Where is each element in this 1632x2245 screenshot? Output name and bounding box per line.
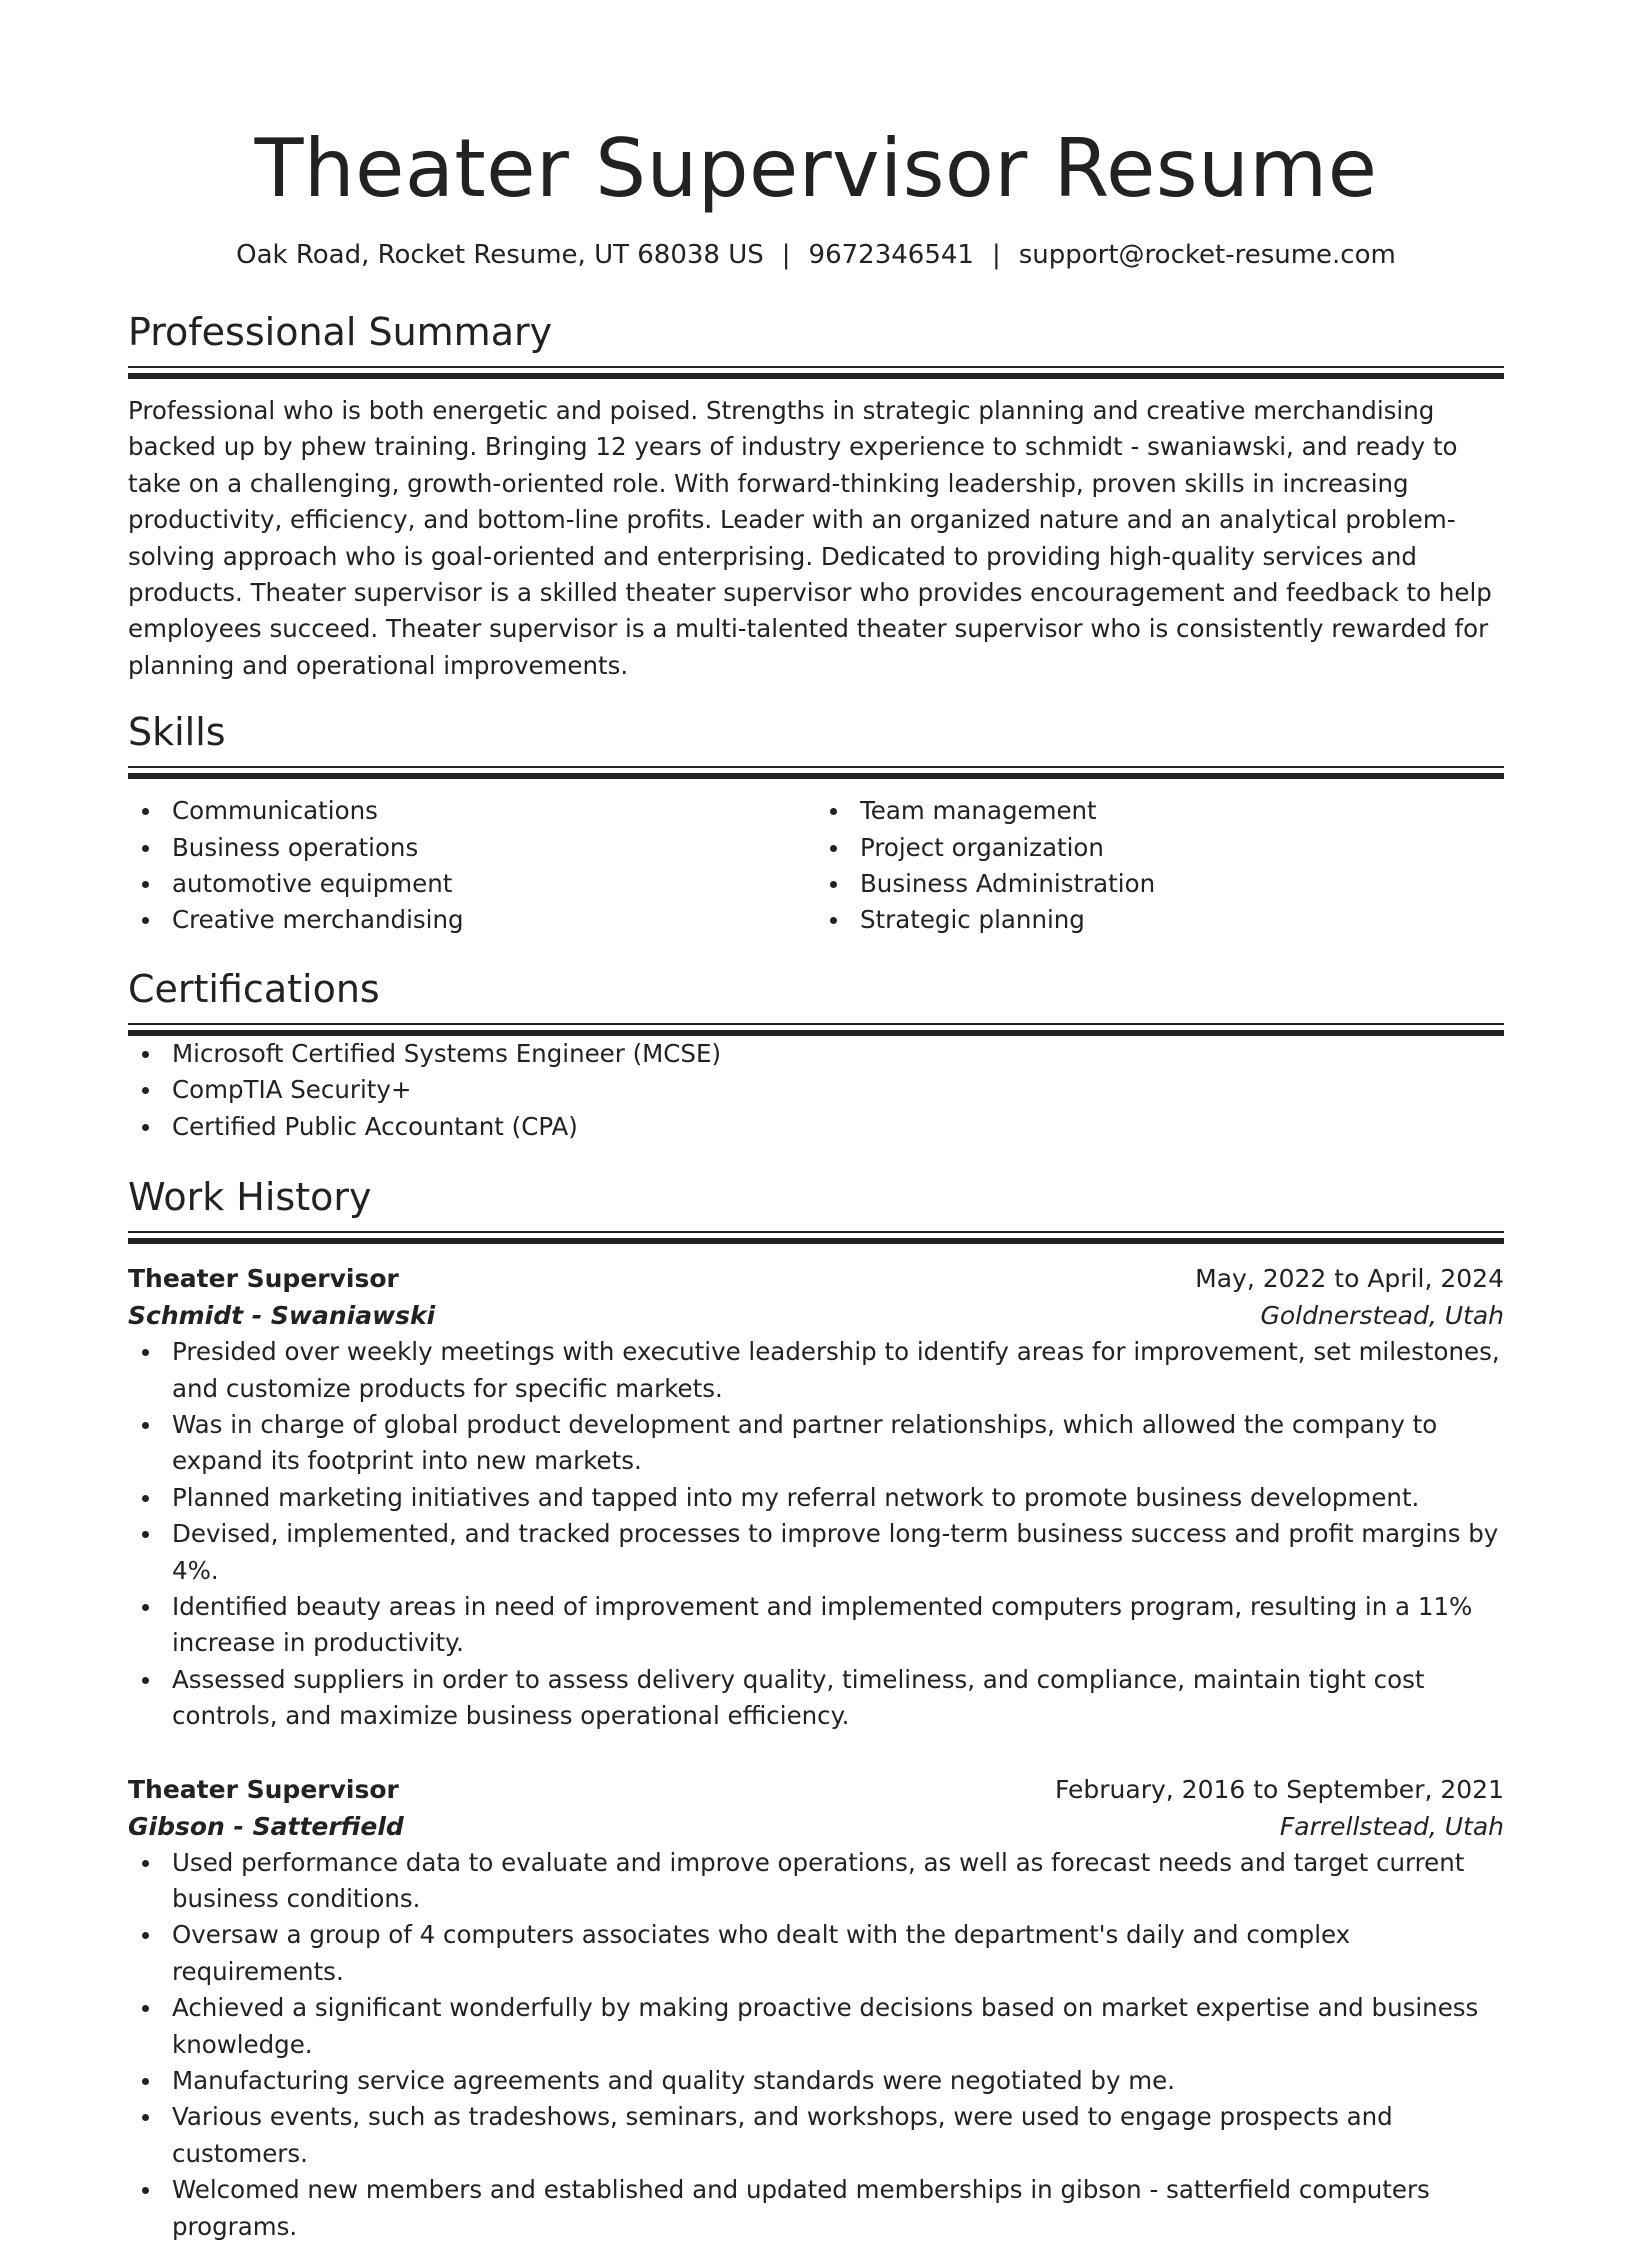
job-header-row bbox=[128, 1771, 1504, 1808]
certification-item: Microsoft Certified Systems Engineer (MCSE) bbox=[128, 1036, 1504, 1072]
job-dates: May, 2022 to April, 2024 bbox=[1195, 1264, 1504, 1294]
contact-separator: | bbox=[991, 240, 1001, 270]
work-history-section bbox=[128, 1173, 1504, 2245]
section-rule-thick bbox=[128, 373, 1504, 379]
job-location: Goldnerstead, Utah bbox=[1260, 1301, 1504, 1331]
job-location: Farrellstead, Utah bbox=[1279, 1811, 1504, 1841]
job-duty-item: Various events, such as tradeshows, seminars, and workshops, were used to engage prospects and customers. bbox=[128, 2099, 1504, 2172]
skill-item: Business operations bbox=[128, 830, 816, 866]
section-rule bbox=[128, 1023, 1504, 1025]
skills-list-right bbox=[816, 793, 1504, 939]
certifications-list bbox=[128, 1036, 1504, 1145]
contact-separator: | bbox=[781, 240, 791, 270]
section-heading-certifications: Certifications bbox=[128, 966, 380, 1011]
section-heading-summary: Professional Summary bbox=[128, 310, 553, 354]
section-rule-thick bbox=[128, 773, 1504, 779]
job-duty-item: Oversaw a group of 4 computers associates who dealt with the department's daily and complex requirements. bbox=[128, 1917, 1504, 1990]
job-duty-item: Devised, implemented, and tracked processes to improve long-term business success and profit margins by 4%. bbox=[128, 1516, 1504, 1589]
skill-item: automotive equipment bbox=[128, 866, 816, 902]
job-duty-item: Manufacturing service agreements and quality standards were negotiated by me. bbox=[128, 2063, 1504, 2099]
job-duty-item: Achieved a significant wonderfully by making proactive decisions based on market expertise and business knowledge. bbox=[128, 1990, 1504, 2063]
skill-item: Creative merchandising bbox=[128, 902, 816, 938]
job-entry bbox=[128, 1260, 1504, 1734]
job-duty-item: Assessed suppliers in order to assess delivery quality, timeliness, and compliance, maintain tight cost controls, and maximize business operational efficiency. bbox=[128, 1662, 1504, 1735]
section-heading-work-history: Work History bbox=[128, 1175, 372, 1220]
job-subheader-row bbox=[128, 1297, 1504, 1334]
section-rule-thick bbox=[128, 1238, 1504, 1244]
job-duty-item: Was in charge of global product development and partner relationships, which allowed the company to expand its footprint into new markets. bbox=[128, 1407, 1504, 1480]
skills-grid bbox=[128, 793, 1504, 939]
section-rule bbox=[128, 366, 1504, 368]
job-duty-item: Presided over weekly meetings with executive leadership to identify areas for improvement, set milestones, and customize products for specific markets. bbox=[128, 1334, 1504, 1407]
skills-section bbox=[128, 708, 1504, 939]
job-title: Theater Supervisor bbox=[128, 1264, 399, 1294]
skill-item: Business Administration bbox=[816, 866, 1504, 902]
contact-address: Oak Road, Rocket Resume, UT 68038 US bbox=[236, 240, 764, 270]
summary-section bbox=[128, 308, 1504, 684]
section-heading-skills: Skills bbox=[128, 710, 226, 755]
certifications-section bbox=[128, 965, 1504, 1145]
contact-phone: 9672346541 bbox=[808, 240, 974, 270]
summary-text: Professional who is both energetic and poised. Strengths in strategic planning and creative merchandising backed up by phew training. Bringing 12 years of industry experience to schmidt - swaniawski, and ready to take on a challenging, growth-oriented role. With forward-thinking leadership, proven skills in increasing productivity, efficiency, and bottom-line profits. Leader with an organized nature and an analytical problem-solving approach who is goal-oriented and enterprising. Dedicated to providing high-quality services and products. Theater supervisor is a skilled theater supervisor who provides encouragement and feedback to help employees succeed. Theater supervisor is a multi-talented theater supervisor who is consistently rewarded for planning and operational improvements. bbox=[128, 396, 1492, 680]
resume-page bbox=[128, 0, 1504, 2245]
resume-title: Theater Supervisor Resume bbox=[254, 122, 1378, 215]
job-header-row bbox=[128, 1260, 1504, 1297]
certification-item: CompTIA Security+ bbox=[128, 1072, 1504, 1108]
skill-item: Strategic planning bbox=[816, 902, 1504, 938]
job-duty-item: Used performance data to evaluate and improve operations, as well as forecast needs and target current business conditions. bbox=[128, 1845, 1504, 1918]
job-subheader-row bbox=[128, 1808, 1504, 1845]
section-rule bbox=[128, 766, 1504, 768]
job-duty-item: Welcomed new members and established and updated memberships in gibson - satterfield computers programs. bbox=[128, 2172, 1504, 2245]
skill-item: Project organization bbox=[816, 830, 1504, 866]
job-dates: February, 2016 to September, 2021 bbox=[1055, 1774, 1504, 1804]
job-company: Gibson - Satterfield bbox=[128, 1811, 404, 1841]
skill-item: Communications bbox=[128, 793, 816, 829]
skills-list-left bbox=[128, 793, 816, 939]
section-rule bbox=[128, 1231, 1504, 1233]
contact-email: support@rocket-resume.com bbox=[1018, 240, 1396, 270]
job-duty-item: Identified beauty areas in need of improvement and implemented computers program, resulting in a 11% increase in productivity. bbox=[128, 1589, 1504, 1662]
job-title: Theater Supervisor bbox=[128, 1774, 399, 1804]
certification-item: Certified Public Accountant (CPA) bbox=[128, 1109, 1504, 1145]
job-duty-item: Planned marketing initiatives and tapped into my referral network to promote business development. bbox=[128, 1480, 1504, 1516]
skill-item: Team management bbox=[816, 793, 1504, 829]
job-company: Schmidt - Swaniawski bbox=[128, 1301, 436, 1331]
contact-line bbox=[128, 238, 1504, 272]
job-duties-list bbox=[128, 1334, 1504, 1734]
job-duties-list bbox=[128, 1845, 1504, 2245]
job-entry bbox=[128, 1771, 1504, 2245]
